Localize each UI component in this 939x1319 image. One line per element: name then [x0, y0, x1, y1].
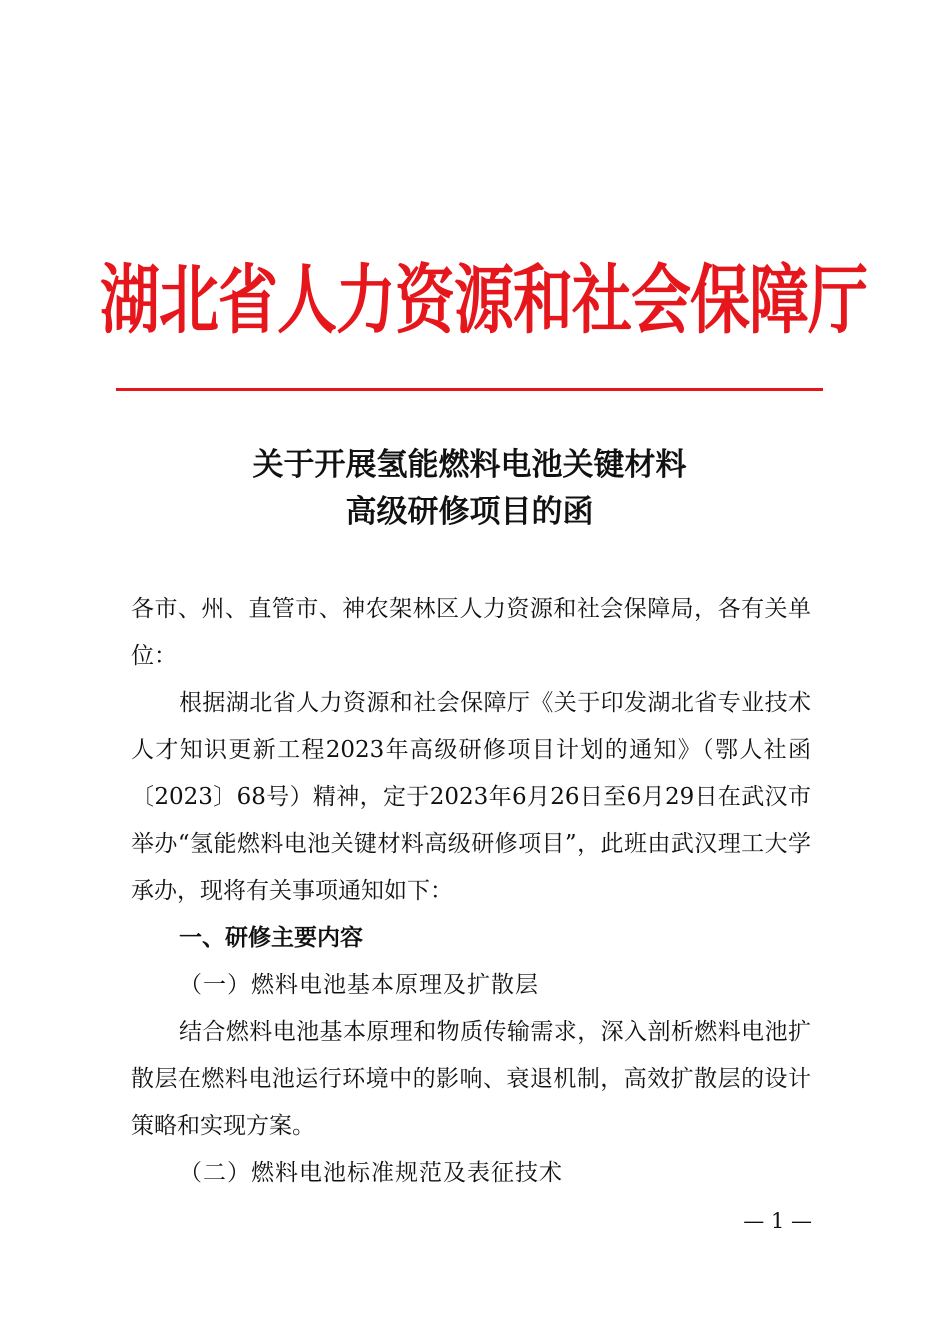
page-number: — 1 —	[743, 1209, 812, 1233]
document-title	[100, 442, 839, 536]
subsection-heading-1: （一）燃料电池基本原理及扩散层	[179, 972, 539, 998]
document-title-line-2: 高级研修项目的函	[345, 494, 594, 530]
section-heading-research-content: 一、研修主要内容	[179, 925, 363, 951]
document-title-line-1: 关于开展氢能燃料电池关键材料	[252, 447, 687, 483]
document-body	[131, 586, 811, 1197]
addressee-paragraph: 各市、州、直管市、神农架林区人力资源和社会保障局，各有关单位：	[131, 596, 811, 669]
subsection-heading-2: （二）燃料电池标准规范及表征技术	[179, 1160, 563, 1186]
issuing-organization-header: 湖北省人力资源和社会保障厅	[100, 257, 867, 345]
intro-paragraph: 根据湖北省人力资源和社会保障厅《关于印发湖北省专业技术人才知识更新工程2023年高级研修项目计划的通知》（鄂人社函〔2023〕68号）精神，定于2023年6月26日至6月29日在武汉市举办“氢能燃料电池关键材料高级研修项目”，此班由武汉理工大学承办，现将有关事项通知如下：	[131, 690, 811, 904]
red-divider-line	[116, 388, 823, 391]
subsection-1-paragraph: 结合燃料电池基本原理和物质传输需求，深入剖析燃料电池扩散层在燃料电池运行环境中的影响、衰退机制，高效扩散层的设计策略和实现方案。	[131, 1019, 811, 1139]
